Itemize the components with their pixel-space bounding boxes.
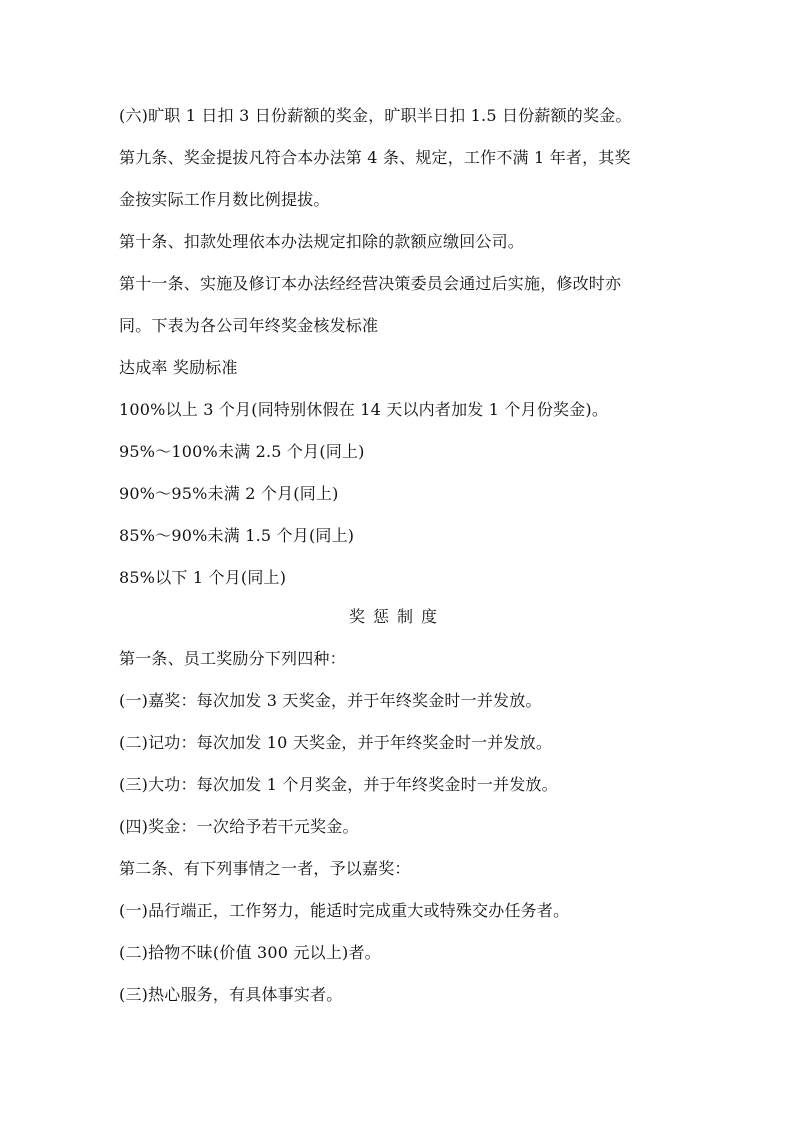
paragraph-line: (一)嘉奖：每次加发 3 天奖金，并于年终奖金时一并发放。 (119, 691, 542, 710)
paragraph-line: 第一条、员工奖励分下列四种： (119, 649, 346, 668)
paragraph-line: 第十条、扣款处理依本办法规定扣除的款额应缴回公司。 (119, 232, 525, 251)
table-row-line: 85%以下 1 个月(同上) (119, 568, 287, 587)
paragraph-line: (二)拾物不昧(价值 300 元以上)者。 (119, 943, 381, 962)
table-row-line: 85%～90%未满 1.5 个月(同上) (119, 526, 355, 545)
paragraph-line: 同。下表为各公司年终奖金核发标准 (119, 316, 379, 335)
paragraph-line: (四)奖金：一次给予若干元奖金。 (119, 817, 359, 836)
paragraph-line: (六)旷职 1 日扣 3 日份薪额的奖金，旷职半日扣 1.5 日份薪额的奖金。 (119, 106, 632, 125)
table-header-line: 达成率 奖励标准 (119, 358, 238, 377)
paragraph-line: 金按实际工作月数比例提拔。 (119, 190, 330, 209)
section-title: 奖惩制度 (348, 607, 445, 626)
paragraph-line: 第二条、有下列事情之一者，予以嘉奖： (119, 859, 411, 878)
table-row-line: 100%以上 3 个月(同特别休假在 14 天以内者加发 1 个月份奖金)。 (119, 400, 609, 419)
paragraph-line: 第九条、奖金提拔凡符合本办法第 4 条、规定，工作不满 1 年者，其奖 (119, 148, 631, 167)
paragraph-line: (三)热心服务，有具体事实者。 (119, 985, 343, 1004)
paragraph-line: 第十一条、实施及修订本办法经经营决策委员会通过后实施，修改时亦 (119, 274, 622, 293)
paragraph-line: (二)记功：每次加发 10 天奖金，并于年终奖金时一并发放。 (119, 733, 553, 752)
paragraph-line: (三)大功：每次加发 1 个月奖金，并于年终奖金时一并发放。 (119, 775, 558, 794)
table-row-line: 90%～95%未满 2 个月(同上) (119, 484, 339, 503)
paragraph-line: (一)品行端正，工作努力，能适时完成重大或特殊交办任务者。 (119, 901, 570, 920)
table-row-line: 95%～100%未满 2.5 个月(同上) (119, 442, 365, 461)
